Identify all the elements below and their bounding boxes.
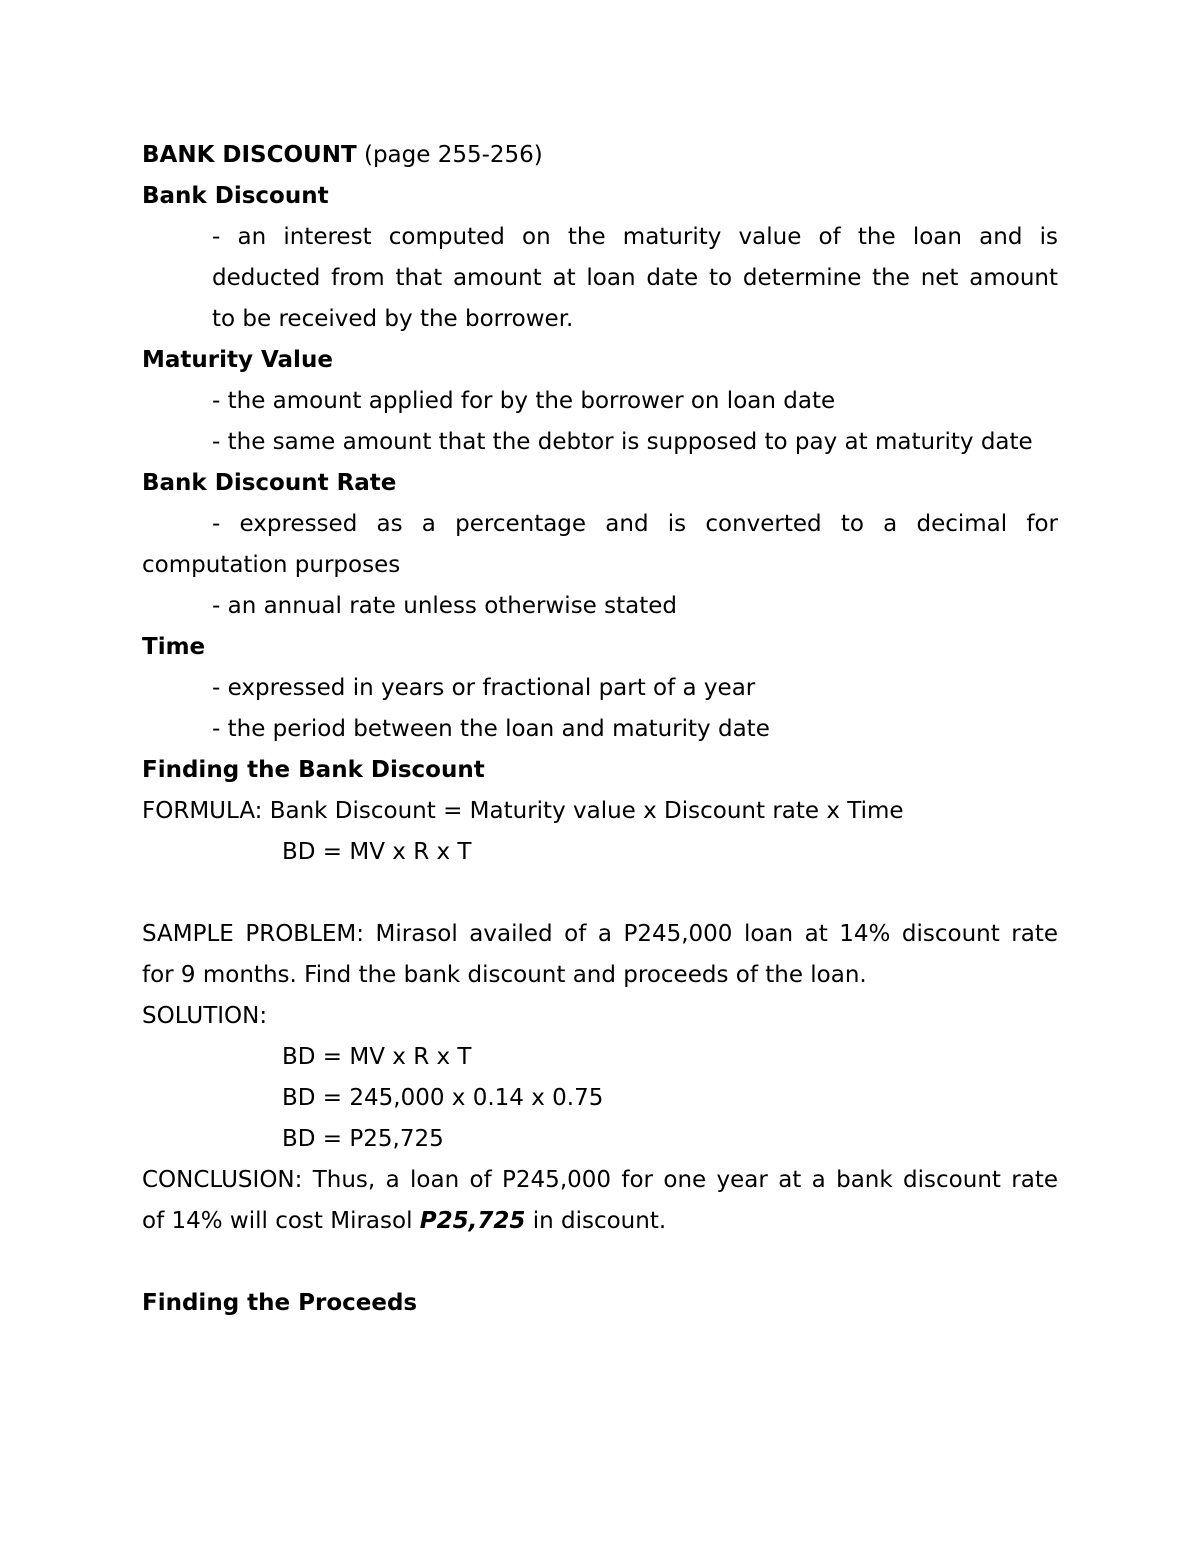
heading-text: Maturity Value [142,347,333,373]
heading-text: Finding the Bank Discount [142,757,485,783]
heading-bank-discount [142,176,1058,217]
conclusion-line [142,1201,1058,1242]
heading-maturity-value [142,340,1058,381]
definition-line: - an interest computed on the maturity value of the loan and is [212,224,1058,250]
bullet-item: - expressed as a percentage and is converted to a decimal for [212,511,1058,537]
bullet-item: - an annual rate unless otherwise stated [212,593,677,619]
formula-line: FORMULA: Bank Discount = Maturity value x Discount rate x Time [142,798,904,824]
document-page [142,135,1058,1324]
heading-time [142,627,1058,668]
bullet-item: - expressed in years or fractional part of a year [212,675,756,701]
heading-text: Time [142,634,206,660]
solution-step: BD = P25,725 [282,1126,444,1152]
heading-text: Bank Discount [142,183,329,209]
sample-problem-line: SAMPLE PROBLEM: Mirasol availed of a P245,000 loan at 14% discount rate [142,921,1058,947]
sample-problem-line: for 9 months. Find the bank discount and proceeds of the loan. [142,962,867,988]
heading-finding-bank-discount [142,750,1058,791]
definition-line: to be received by the borrower. [212,306,574,332]
solution-step: BD = 245,000 x 0.14 x 0.75 [282,1085,604,1111]
heading-text: Finding the Proceeds [142,1290,418,1316]
conclusion-line: CONCLUSION: Thus, a loan of P245,000 for one year at a bank discount rate [142,1167,1058,1193]
formula-short: BD = MV x R x T [282,839,472,865]
title-bold: BANK DISCOUNT [142,142,357,168]
heading-text: Bank Discount Rate [142,470,397,496]
bullet-item: - the amount applied for by the borrower on loan date [212,388,836,414]
heading-finding-proceeds [142,1283,1058,1324]
conclusion-text: of 14% will cost Mirasol [142,1208,420,1234]
bullet-item-continued: computation purposes [142,552,401,578]
spacer [142,1242,1058,1283]
solution-step: BD = MV x R x T [282,1044,472,1070]
document-title [142,135,1058,176]
conclusion-amount: P25,725 [419,1208,526,1234]
solution-label: SOLUTION: [142,1003,268,1029]
bullet-item: - the same amount that the debtor is supposed to pay at maturity date [212,429,1033,455]
definition-line: deducted from that amount at loan date to determine the net amount [212,265,1058,291]
title-page-ref: (page 255-256) [356,142,543,168]
heading-bank-discount-rate [142,463,1058,504]
bullet-item: - the period between the loan and maturity date [212,716,770,742]
conclusion-text: in discount. [525,1208,667,1234]
spacer [142,873,1058,914]
